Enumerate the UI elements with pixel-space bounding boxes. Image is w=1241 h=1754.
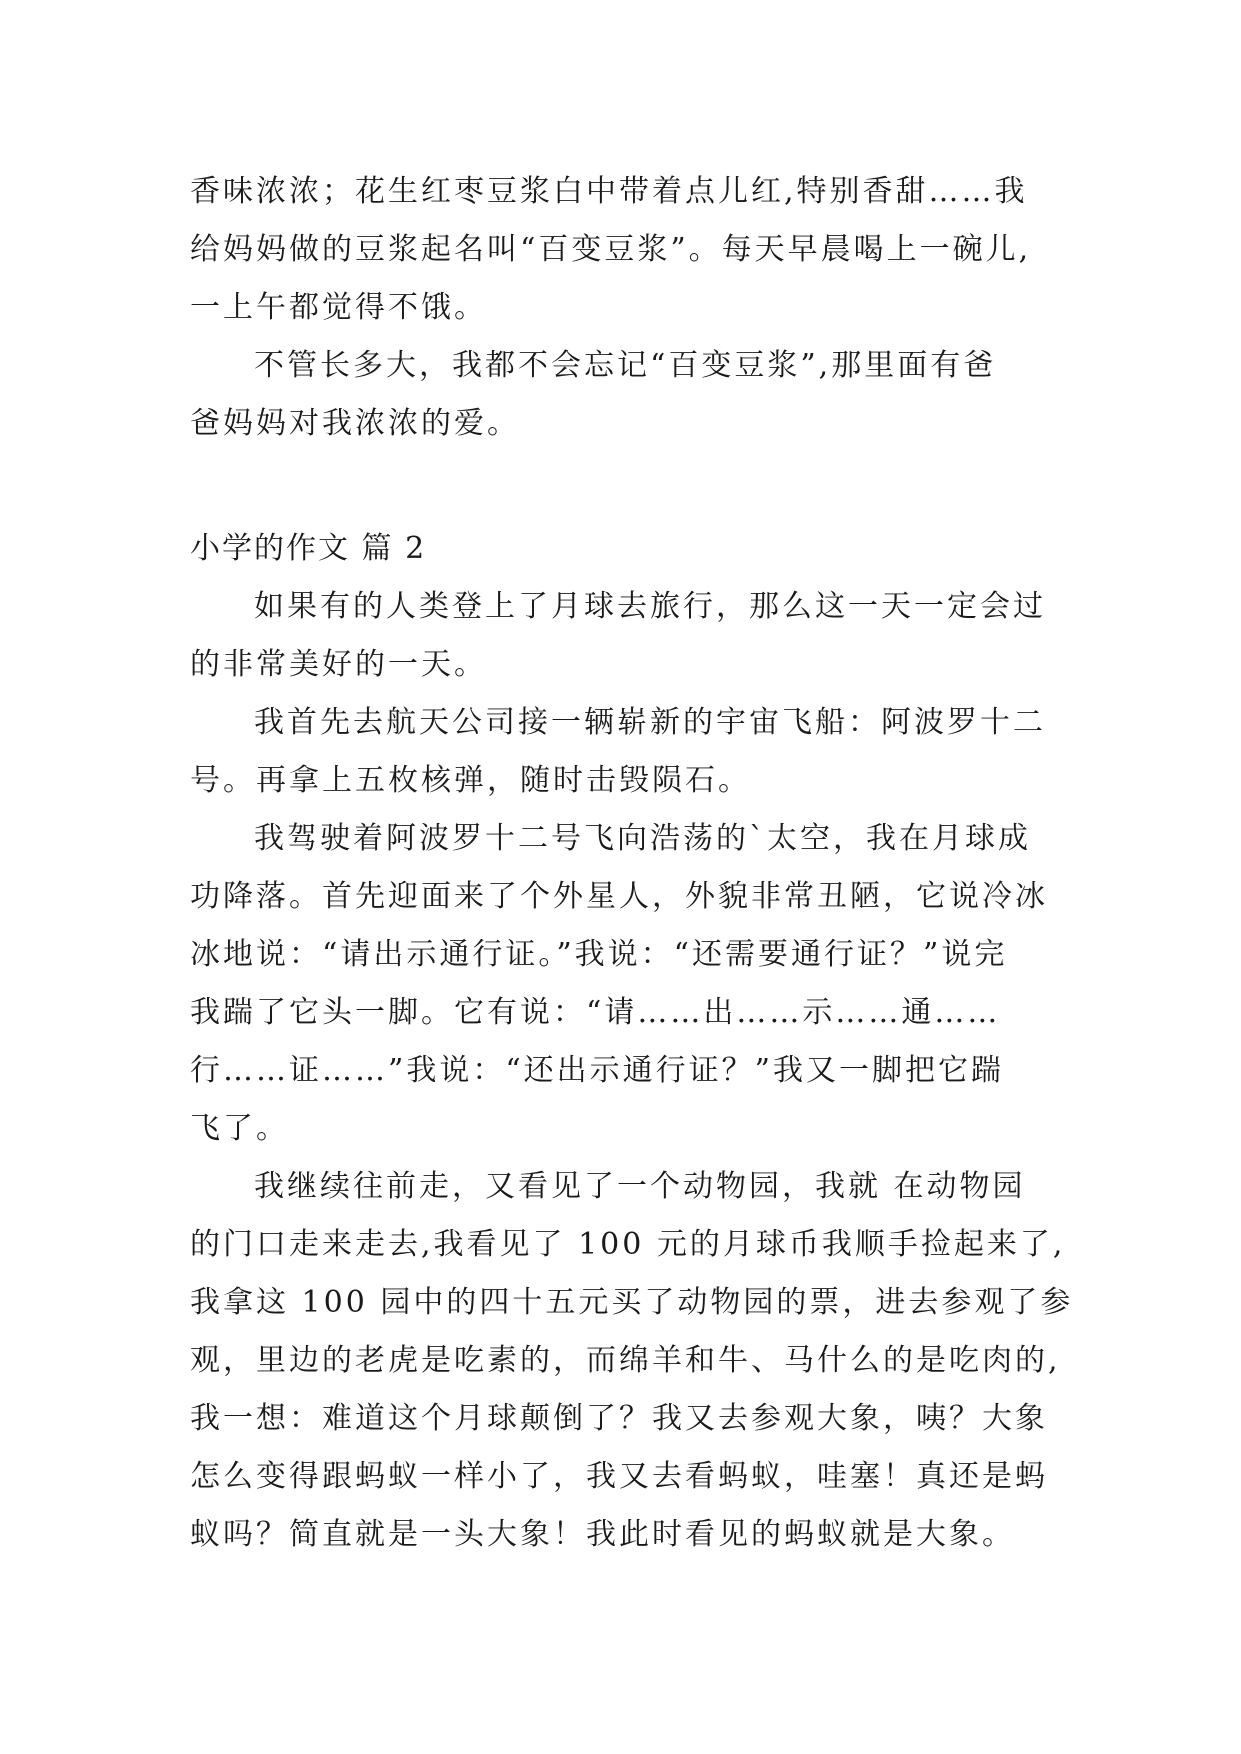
document-body [190, 163, 1074, 1564]
text-line: 功降落。首先迎面来了个外星人，外貌非常丑陋，它说冷冰 [190, 879, 1048, 914]
text-line: 飞了。 [190, 1111, 289, 1146]
paragraph [190, 337, 1060, 453]
text-line: 爸妈妈对我浓浓的爱。 [190, 406, 520, 441]
text-line: 我踹了它头一脚。它有说：“请……出……示……通…… [190, 995, 1001, 1030]
text-line: 香味浓浓；花生红枣豆浆白中带着点儿红,特别香甜……我 [190, 174, 1028, 209]
paragraph [190, 1158, 1074, 1564]
paragraph [190, 810, 1060, 1158]
text-line: 不管长多大，我都不会忘记“百变豆浆”,那里面有爸 [254, 348, 997, 383]
paragraph [190, 163, 1060, 337]
text-line: 冰地说：“请出示通行证。”我说：“还需要通行证？”说完 [190, 937, 1008, 972]
text-line: 的门口走来走去,我看见了 100 元的月球币我顺手捡起来了, [190, 1227, 1066, 1262]
paragraph [190, 578, 1060, 694]
text-line: 的非常美好的一天。 [190, 647, 487, 682]
text-line: 我继续往前走，又看见了一个动物园，我就 在动物园 [254, 1169, 1026, 1204]
text-line: 蚁吗？简直就是一头大象！我此时看见的蚂蚁就是大象。 [190, 1517, 1015, 1552]
section-heading: 小学的作文 篇 2 [190, 531, 427, 566]
text-line: 我驾驶着阿波罗十二号飞向浩荡的`太空，我在月球成 [254, 821, 1031, 856]
text-line: 我拿这 100 园中的四十五元买了动物园的票，进去参观了参 [190, 1285, 1074, 1320]
text-line: 号。再拿上五枚核弹，随时击毁陨石。 [190, 763, 751, 798]
text-line: 给妈妈做的豆浆起名叫“百变豆浆”。每天早晨喝上一碗儿, [190, 232, 1032, 267]
text-line: 我一想：难道这个月球颠倒了？我又去参观大象，咦？大象 [190, 1401, 1048, 1436]
text-line: 我首先去航天公司接一辆崭新的宇宙飞船：阿波罗十二 [254, 705, 1046, 740]
text-line: 一上午都觉得不饿。 [190, 290, 487, 325]
text-line: 行……证……”我说：“还出示通行证？”我又一脚把它踹 [190, 1053, 1005, 1088]
paragraph [190, 694, 1060, 810]
section-gap [190, 453, 1060, 520]
text-line: 观，里边的老虎是吃素的，而绵羊和牛、马什么的是吃肉的, [190, 1343, 1061, 1378]
text-line: 如果有的人类登上了月球去旅行，那么这一天一定会过 [254, 589, 1046, 624]
text-line: 怎么变得跟蚂蚁一样小了，我又去看蚂蚁，哇塞！真还是蚂 [190, 1459, 1048, 1494]
